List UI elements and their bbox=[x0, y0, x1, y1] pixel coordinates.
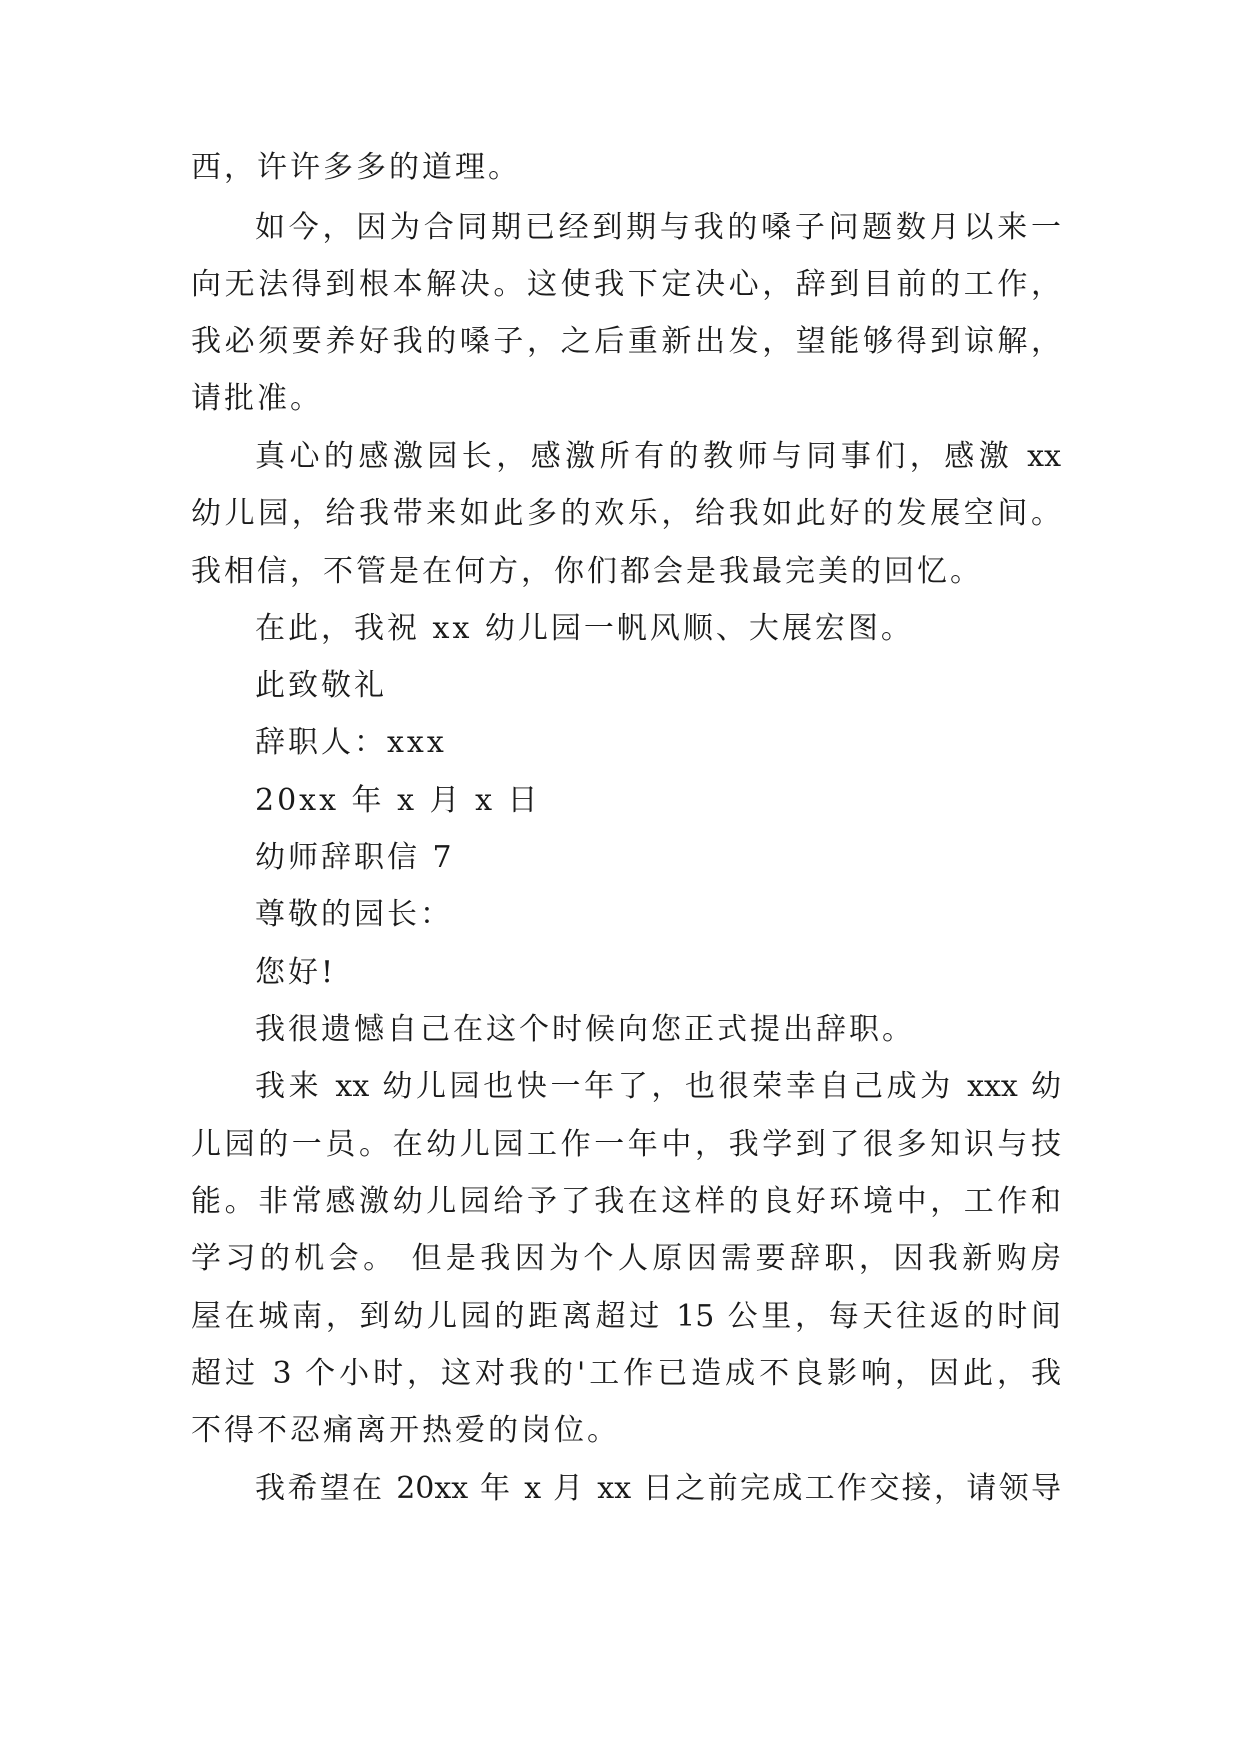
text-line: 我必须要养好我的嗓子，之后重新出发，望能够得到谅解， bbox=[191, 324, 1061, 359]
text-line: 我很遗憾自己在这个时候向您正式提出辞职。 bbox=[255, 1012, 915, 1047]
text-line: 能。非常感激幼儿园给予了我在这样的良好环境中，工作和 bbox=[191, 1184, 1061, 1219]
text-line: 屋在城南，到幼儿园的距离超过 15 公里，每天往返的时间 bbox=[191, 1299, 1061, 1334]
text-line: 辞职人：xxx bbox=[255, 725, 447, 760]
text-line: 我来 xx 幼儿园也快一年了，也很荣幸自己成为 xxx 幼 bbox=[255, 1069, 1061, 1104]
text-line: 此致敬礼 bbox=[255, 668, 387, 703]
text-line: 尊敬的园长： bbox=[255, 897, 453, 932]
text-line: 不得不忍痛离开热爱的岗位。 bbox=[191, 1413, 620, 1448]
text-line: 我希望在 20xx 年 x 月 xx 日之前完成工作交接，请领导 bbox=[255, 1471, 1061, 1506]
text-line: 向无法得到根本解决。这使我下定决心，辞到目前的工作， bbox=[191, 267, 1061, 302]
text-line: 20xx 年 x 月 x 日 bbox=[255, 783, 541, 818]
text-line: 西，许许多多的道理。 bbox=[191, 150, 521, 185]
text-line: 学习的机会。 但是我因为个人原因需要辞职，因我新购房 bbox=[191, 1241, 1061, 1276]
text-line: 幼师辞职信 7 bbox=[255, 840, 455, 875]
text-line: 您好! bbox=[255, 955, 337, 990]
text-line: 儿园的一员。在幼儿园工作一年中，我学到了很多知识与技 bbox=[191, 1127, 1061, 1162]
text-line: 在此，我祝 xx 幼儿园一帆风顺、大展宏图。 bbox=[255, 611, 914, 646]
text-line: 真心的感激园长，感激所有的教师与同事们，感激 xx bbox=[255, 439, 1061, 474]
text-line: 我相信，不管是在何方，你们都会是我最完美的回忆。 bbox=[191, 554, 983, 589]
text-line: 请批准。 bbox=[191, 381, 323, 416]
text-line: 幼儿园，给我带来如此多的欢乐，给我如此好的发展空间。 bbox=[191, 496, 1061, 531]
text-line: 如今，因为合同期已经到期与我的嗓子问题数月以来一 bbox=[255, 210, 1061, 245]
text-line: 超过 3 个小时，这对我的'工作已造成不良影响，因此，我 bbox=[191, 1356, 1061, 1391]
